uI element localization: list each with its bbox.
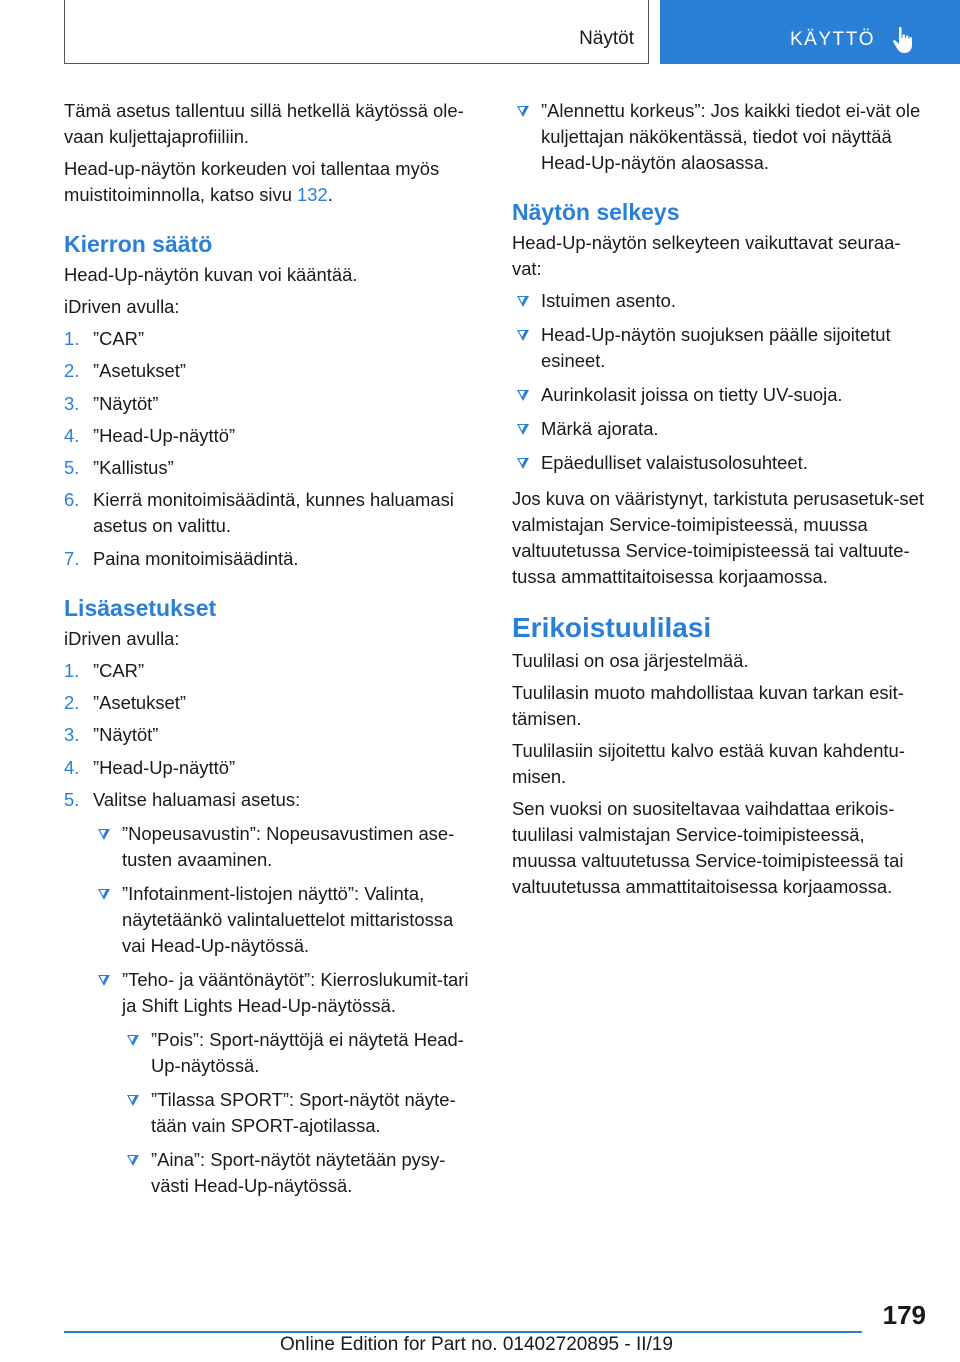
selkeys-paragraph-1: Head-Up-näytön selkeyteen vaikuttavat seuraa‐vat: [512,232,901,279]
step-item [64,455,478,481]
kierron-steps [64,326,478,572]
kierron-paragraph-2: iDriven avulla: [64,296,180,317]
step-text: ”Asetukset” [93,360,187,382]
step-text: ”Head-Up-näyttö” [93,756,236,778]
step-number: 3. [64,724,80,746]
suboption-text: ”Tilassa SPORT”: Sport-näytöt näyte‐tään vain SPORT-ajotilassa. [151,1088,456,1136]
erikois-paragraph-1: Tuulilasi on osa järjestelmää. [512,650,749,671]
option-text: ”Infotainment-listojen näyttö”: Valinta, näytetäänkö valintaluettelot mittaristossa vai Head-Up-näytössä. [122,882,454,956]
erikois-paragraph-4: Sen vuoksi on suositeltavaa vaihdattaa erikois‐tuulilasi valmistajan Service-toimipisteessä, muussa valtuutetussa Service-toimipisteessä tai valtuutetussa ammattitaitoisessa korjaamossa. [512,798,904,897]
step-number: 6. [64,489,80,511]
step-number: 4. [64,424,80,446]
step-text: Paina monitoimisäädintä. [93,547,299,569]
triangle-bullet-icon [127,1155,139,1166]
option-text: ”Alennettu korkeus”: Jos kaikki tiedot ei‐vät ole kuljettajan näkökentässä, tiedot voi näyttää Head-Up-näytön alaosassa. [541,100,921,173]
suboption-text: ”Pois”: Sport-näyttöjä ei näytetä Head-Up-näytössä. [151,1028,464,1076]
step-item [64,326,478,352]
step-item [64,722,478,748]
selkeys-list [512,288,926,476]
triangle-bullet-icon [517,458,529,469]
option-item [512,98,926,176]
triangle-bullet-icon [517,390,529,401]
selkeys-text: Istuimen asento. [541,290,676,311]
kierron-paragraph-1: Head-Up-näytön kuvan voi kääntää. [64,264,358,285]
lisa-steps [64,658,478,1199]
selkeys-item [512,382,926,408]
intro-paragraph-2-text: Head-up-näytön korkeuden voi tallentaa myös muistitoiminnolla, katso sivu [64,158,440,205]
suboption-list [122,1027,478,1199]
triangle-bullet-icon [517,296,529,307]
option-item [93,881,478,959]
section-heading-lisaasetukset: Lisäasetukset [64,594,217,621]
erikois-paragraph-2: Tuulilasin muoto mahdollistaa kuvan tarkan esit‐tämisen. [512,682,904,729]
intro-paragraph-1: Tämä asetus tallentuu sillä hetkellä käytössä ole‐vaan kuljettajaprofiiliin. [64,100,464,147]
option-text: ”Teho- ja vääntönäytöt”: Kierroslukumit‐tari ja Shift Lights Head-Up-näytössä. [122,968,469,1016]
step-item [64,546,478,572]
lisa-paragraph-1: iDriven avulla: [64,627,180,649]
header-section-box [64,0,649,64]
step-item [64,787,478,1199]
triangle-bullet-icon [98,975,110,986]
step-text: ”Näytöt” [93,392,159,414]
triangle-bullet-icon [98,829,110,840]
selkeys-item [512,288,926,314]
suboption-text: ”Aina”: Sport-näytöt näytetään pysy‐västi Head-Up-näytössä. [151,1148,446,1196]
erikois-paragraph-3: Tuulilasiin sijoitettu kalvo estää kuvan kahdentu‐misen. [512,740,905,787]
step-number: 5. [64,788,80,810]
selkeys-text: Aurinkolasit joissa on tietty UV-suoja. [541,384,843,405]
step-item [64,487,478,539]
step-item [64,658,478,684]
selkeys-item [512,322,926,374]
suboption-item [122,1027,478,1079]
step-text: ”Näytöt” [93,724,159,746]
step-item [64,358,478,384]
page-number: 179 [882,1300,926,1330]
left-column [64,98,478,1211]
option-item [93,821,478,873]
page-link[interactable]: 132 [297,184,328,205]
selkeys-item [512,450,926,476]
triangle-bullet-icon [127,1095,139,1106]
continued-option-list [512,98,926,176]
step-number: 7. [64,547,80,569]
step-text: ”CAR” [93,328,145,349]
step-item [64,690,478,716]
step-number: 4. [64,756,80,778]
triangle-bullet-icon [98,889,110,900]
hand-pointer-icon [892,26,916,54]
intro-paragraph-2 [64,156,478,208]
header-section-title: Näytöt [579,28,634,49]
triangle-bullet-icon [517,330,529,341]
footer-divider [64,1331,862,1333]
option-item [93,967,478,1199]
selkeys-text: Märkä ajorata. [541,418,659,439]
step-text: Kierrä monitoimisäädintä, kunnes haluamasi asetus on valittu. [93,489,454,537]
step-item [64,755,478,781]
triangle-bullet-icon [127,1035,139,1046]
footer-edition: Online Edition for Part no. 01402720895 - II/19 [280,1334,673,1355]
chapter-title: KÄYTTÖ [790,29,876,50]
suboption-item [122,1147,478,1199]
step-number: 3. [64,392,80,414]
triangle-bullet-icon [517,424,529,435]
chapter-tab [660,0,960,64]
intro-paragraph-2-end: . [327,184,333,205]
step-number: 2. [64,692,80,714]
section-heading-kierron: Kierron säätö [64,231,213,257]
step-text: ”Asetukset” [93,692,187,714]
selkeys-text: Head-Up-näytön suojuksen päälle sijoitetut esineet. [541,324,891,371]
step-text: ”Kallistus” [93,457,174,479]
section-heading-selkeys: Näytön selkeys [512,199,680,225]
selkeys-item [512,416,926,442]
step-text: ”CAR” [93,659,145,681]
step-text: ”Head-Up-näyttö” [93,424,236,446]
step-text: Valitse haluamasi asetus: [93,788,301,810]
selkeys-text: Epäedulliset valaistusolosuhteet. [541,452,808,473]
step-number: 2. [64,360,80,382]
right-column [512,98,926,906]
option-list [93,821,478,1199]
step-item [64,391,478,417]
section-heading-erikoistuulilasi: Erikoistuulilasi [512,612,712,643]
option-text: ”Nopeusavustin”: Nopeusavustimen ase‐tusten avaaminen. [122,822,455,870]
step-number: 1. [64,328,80,349]
step-number: 5. [64,457,80,479]
step-number: 1. [64,659,80,681]
suboption-item [122,1087,478,1139]
step-item [64,423,478,449]
selkeys-paragraph-2: Jos kuva on vääristynyt, tarkistuta perusasetuk‐set valmistajan Service-toimipisteessä, muussa valtuutetussa Service-toimipisteessä tai valtuute‐tussa ammattitaitoisessa korjaamossa. [512,488,924,587]
triangle-bullet-icon [517,106,529,117]
